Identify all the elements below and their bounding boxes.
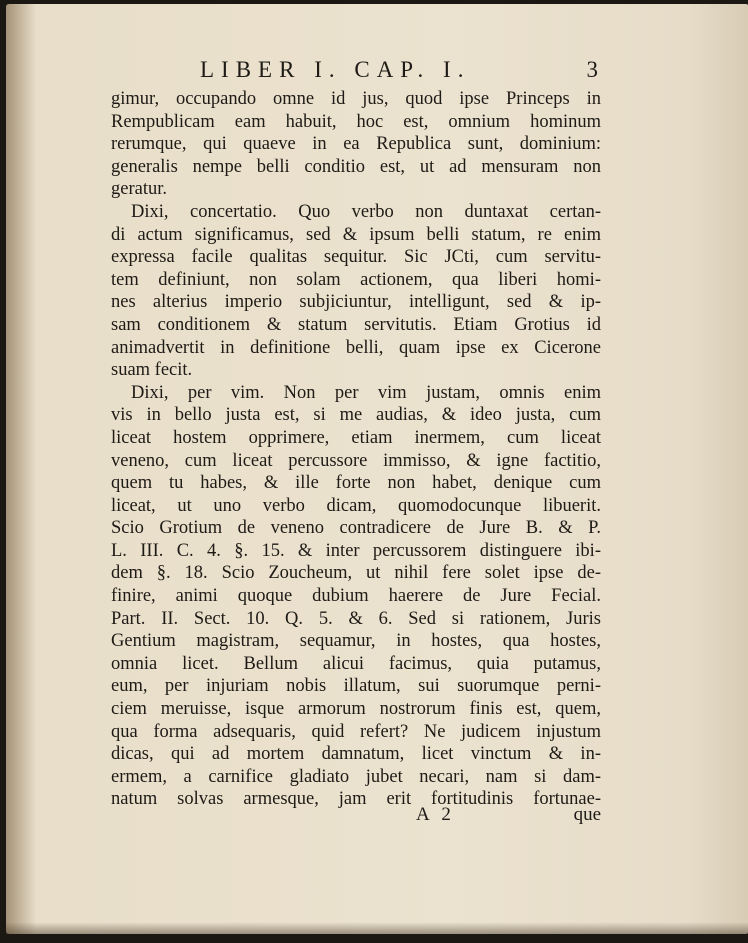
binding-gutter-shadow [6,4,36,934]
text-line: gimur, occupando omne id jus, quod ipse Princeps in [111,89,601,109]
text-line: Part. II. Sect. 10. Q. 5. & 6. Sed si rationem, Juris [111,608,601,629]
text-line: di actum significamus, sed & ipsum belli statum, re enim [111,224,601,245]
text-line: quem tu habes, & ille forte non habet, denique cum [111,473,601,494]
text-line: ermem, a carnifice gladiato jubet necari, nam si dam- [111,766,601,787]
text-line: vis in bello justa est, si me audias, & ideo justa, cum [111,405,601,426]
text-line: ciem meruisse, isque armorum nostrorum finis est, quem, [111,699,601,720]
text-line: finire, animi quoque dubium haerere de Jure Fecial. [111,586,601,607]
text-line: dem §. 18. Scio Zoucheum, ut nihil fere solet ipse de- [111,563,601,584]
text-line: expressa facile qualitas sequitur. Sic JCti, cum servitu- [111,247,601,268]
text-line: omnia licet. Bellum alicui facimus, quia putamus, [111,653,601,674]
text-line: tem definiunt, non solam actionem, qua liberi homi- [111,269,601,290]
text-line: eum, per injuriam nobis illatum, sui suorumque perni- [111,676,601,697]
text-line: rerumque, qui quaeve in ea Republica sunt, dominium: [111,134,601,155]
text-line: geratur. [111,179,167,200]
page-header [110,57,600,87]
text-line: animadvertit in definitione belli, quam ipse ex Cicerone [111,337,601,358]
text-line: L. III. C. 4. §. 15. & inter percussorem distinguere ibi- [111,540,601,561]
text-line: liceat hostem opprimere, etiam inermem, cum liceat [111,427,601,448]
text-line: nes alterius imperio subjiciuntur, intelligunt, sed & ip- [111,292,601,313]
text-line: qua forma adsequaris, quid refert? Ne judicem injustum [111,721,601,742]
running-head: LIBER I. CAP. I. [200,57,471,82]
text-line: Gentium magistram, sequamur, in hostes, qua hostes, [111,631,601,652]
text-line: Rempublicam eam habuit, hoc est, omnium hominum [111,111,601,132]
text-line: veneno, cum liceat percussore immisso, & igne factitio, [111,450,601,471]
text-line: natum solvas armesque, jam erit fortitudinis fortunae- [111,789,601,810]
text-line: suam fecit. [111,360,193,381]
text-line: Dixi, concertatio. Quo verbo non duntaxat certan- [131,201,601,222]
text-line: Scio Grotium de veneno contradicere de Jure B. & P. [111,518,601,539]
page-number: 3 [586,57,598,82]
page-bottom-edge [6,922,748,934]
text-line: dicas, qui ad mortem damnatum, licet vinctum & in- [111,744,601,765]
body-text [111,88,601,811]
text-line: sam conditionem & statum servitutis. Etiam Grotius id [111,314,601,335]
page-footer [111,804,601,828]
signature-mark: A 2 [416,804,455,825]
catchword: que [573,804,601,825]
text-line: liceat, ut uno verbo dicam, quomodocunque libuerit. [111,495,601,516]
text-line: generalis nempe belli conditio est, ut ad mensuram non [111,156,601,177]
text-line: Dixi, per vim. Non per vim justam, omnis enim [131,382,601,403]
